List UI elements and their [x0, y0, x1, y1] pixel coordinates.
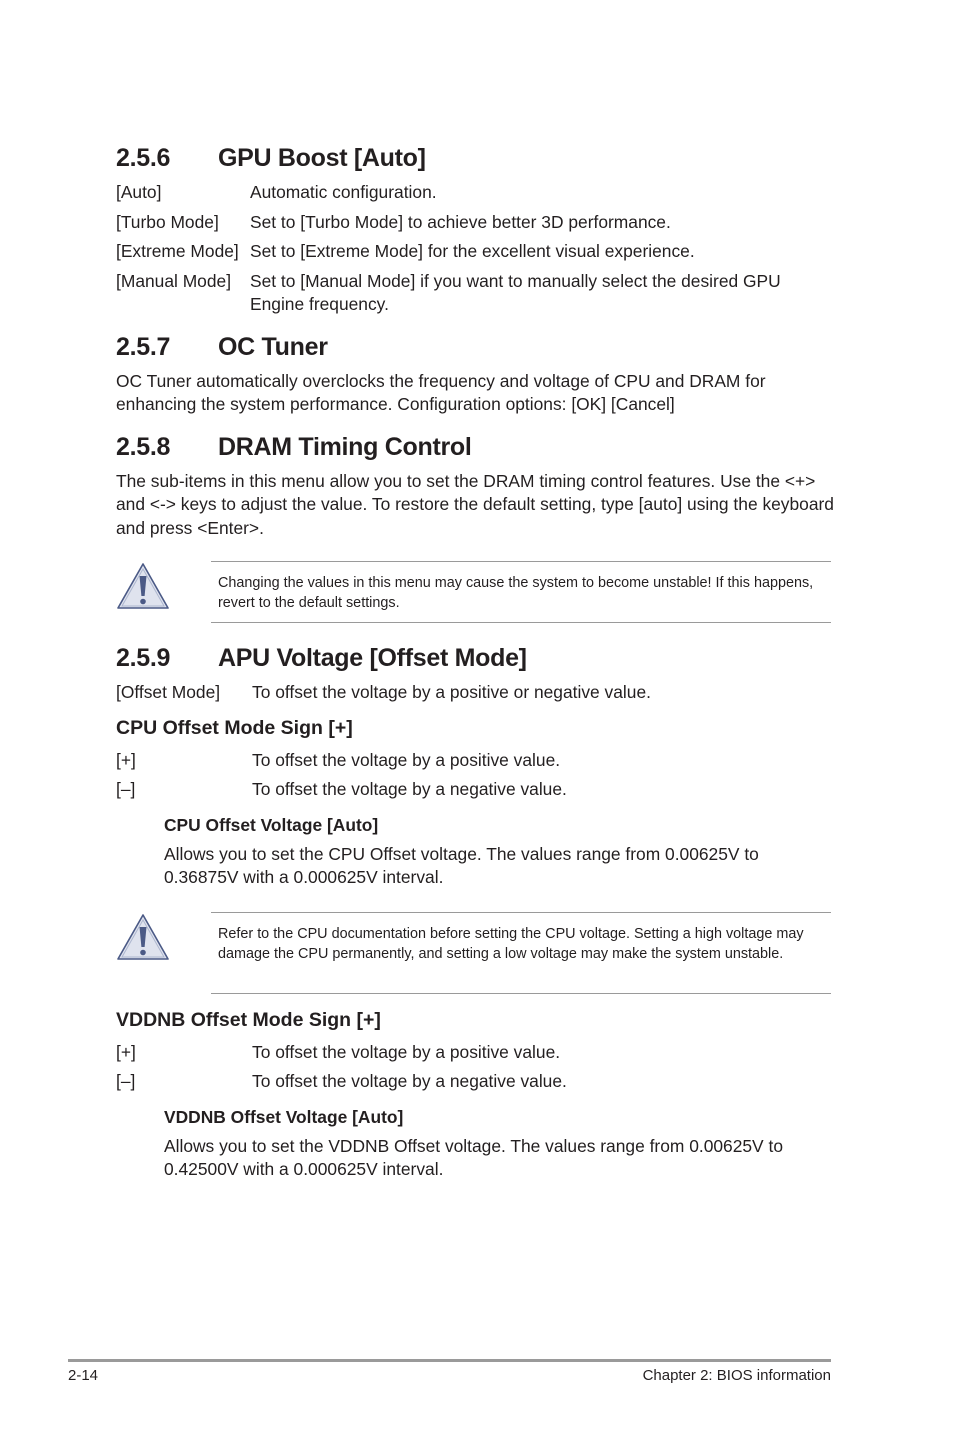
option-label-cpu-minus: [–] — [116, 779, 136, 799]
section-title: DRAM Timing Control — [218, 433, 472, 461]
option-desc-turbo: Set to [Turbo Mode] to achieve better 3D performance. — [250, 212, 671, 232]
option-desc-manual-line1: Set to [Manual Mode] if you want to manually select the desired GPU — [250, 271, 781, 291]
section-title: GPU Boost [Auto] — [218, 144, 426, 172]
option-desc-cpu-minus: To offset the voltage by a negative value. — [252, 779, 567, 799]
section-number: 2.5.8 — [116, 433, 171, 461]
cpu-offset-voltage-description: Allows you to set the CPU Offset voltage. The values range from 0.00625V to 0.36875V with a 0.000625V interval. — [164, 844, 759, 888]
subheading-cpu-offset-voltage: CPU Offset Voltage [Auto] — [164, 815, 379, 835]
dram-timing-description: The sub-items in this menu allow you to set the DRAM timing control features. Use the <+> and <-> keys to adjust the value. To restore the default setting, type [auto] using the keyboard and press <Enter>. — [116, 471, 834, 538]
warning-triangle-icon — [116, 912, 170, 962]
option-desc-vddnb-plus: To offset the voltage by a positive value. — [252, 1042, 561, 1062]
vddnb-offset-voltage-description: Allows you to set the VDDNB Offset voltage. The values range from 0.00625V to 0.42500V with a 0.000625V interval. — [164, 1136, 783, 1180]
note-text-dram: Changing the values in this menu may cause the system to become unstable! If this happens, revert to the default settings. — [218, 575, 814, 611]
section-title: APU Voltage [Offset Mode] — [218, 644, 527, 672]
section-number: 2.5.7 — [116, 333, 171, 361]
footer-rule — [68, 1359, 831, 1362]
subheading-cpu-offset-mode-sign: CPU Offset Mode Sign [+] — [116, 717, 353, 739]
option-desc-vddnb-minus: To offset the voltage by a negative value. — [252, 1071, 567, 1091]
option-label-cpu-plus: [+] — [116, 750, 136, 770]
option-label-turbo: [Turbo Mode] — [116, 212, 219, 232]
note-text-cpu-voltage: Refer to the CPU documentation before setting the CPU voltage. Setting a high voltage may damage the CPU permanently, and setting a low voltage may make the system unstable. — [218, 926, 804, 962]
option-label-auto: [Auto] — [116, 182, 162, 202]
note-box-cpu-voltage — [211, 912, 831, 994]
chapter-title: Chapter 2: BIOS information — [642, 1367, 831, 1384]
option-label-offset-mode: [Offset Mode] — [116, 682, 221, 702]
option-label-vddnb-minus: [–] — [116, 1071, 136, 1091]
option-label-extreme: [Extreme Mode] — [116, 241, 239, 261]
section-title: OC Tuner — [218, 333, 328, 361]
option-label-vddnb-plus: [+] — [116, 1042, 136, 1062]
note-box-dram — [211, 561, 831, 623]
section-number: 2.5.9 — [116, 644, 171, 672]
option-desc-cpu-plus: To offset the voltage by a positive value. — [252, 750, 561, 770]
option-label-manual: [Manual Mode] — [116, 271, 232, 291]
section-number: 2.5.6 — [116, 144, 171, 172]
option-desc-auto: Automatic configuration. — [250, 182, 437, 202]
page-number: 2-14 — [68, 1367, 99, 1384]
option-desc-manual-line2: Engine frequency. — [250, 294, 389, 314]
oc-tuner-description: OC Tuner automatically overclocks the frequency and voltage of CPU and DRAM for enhancing the system performance. Configuration options: [OK] [Cancel] — [116, 371, 766, 415]
subheading-vddnb-offset-voltage: VDDNB Offset Voltage [Auto] — [164, 1107, 404, 1127]
subheading-vddnb-offset-mode-sign: VDDNB Offset Mode Sign [+] — [116, 1009, 381, 1031]
warning-triangle-icon — [116, 561, 170, 611]
option-desc-offset-mode: To offset the voltage by a positive or negative value. — [252, 682, 651, 702]
option-desc-extreme: Set to [Extreme Mode] for the excellent visual experience. — [250, 241, 695, 261]
